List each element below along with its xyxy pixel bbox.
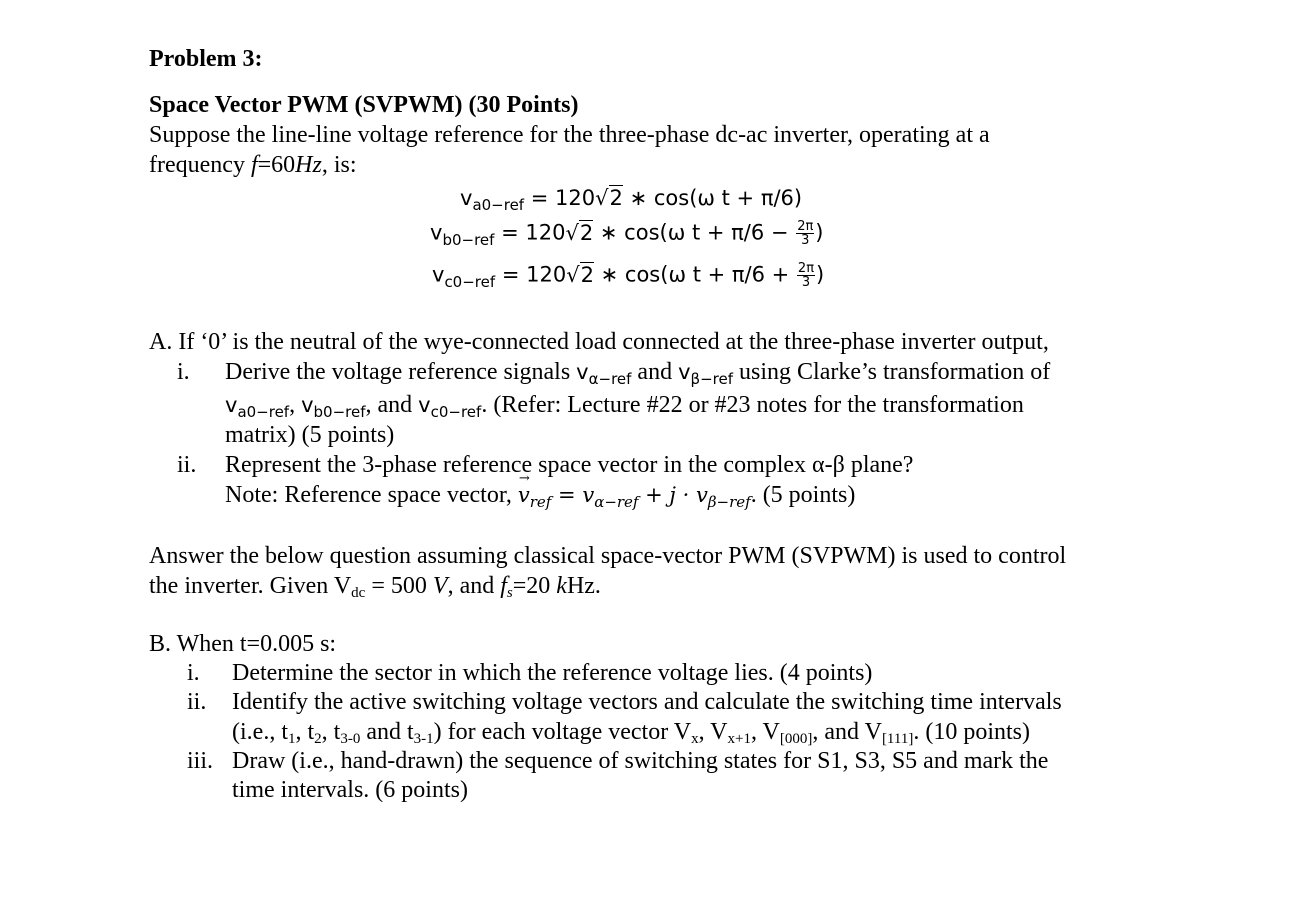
part-a-i-label: i. [177,359,190,385]
part-b-ii-line-2: (i.e., t1, t2, t3-0 and t3-1) for each voltage vector Vx, Vx+1, V[000], and V[111]. (10 points) [232,719,1030,747]
part-a-ii-line-1: Represent the 3-phase reference space vector in the complex α-β plane? [225,452,914,478]
part-b-iii-line-2: time intervals. (6 points) [232,777,468,803]
part-a-ii-line-2: Note: Reference space vector, → $v_{ref} = v_{\alpha-ref} + j \cdot v_{\beta-ref}$. (5 points) [225,482,855,509]
equation-va0: $v_{a0-ref} = 120√2$ ∗ cos(ω t + π/6) [460,186,803,214]
part-b-iii-line-1: Draw (i.e., hand-drawn) the sequence of switching states for S1, S3, S5 and mark the [232,748,1049,774]
equation-vb0: $v_{b0-ref} = 120√2$ ∗ cos(ω t + π/6 − $\frac{2\pi}{3}$ ) [430,219,824,249]
part-a-i-line-2: $v_{a0-ref}$, $v_{b0-ref}$, and $v_{c0-ref}$. (Refer: Lecture #22 or #23 notes for the transformation [225,392,1024,421]
problem-title: Space Vector PWM (SVPWM) (30 Points) [149,92,579,118]
given-line-1: Answer the below question assuming classical space-vector PWM (SVPWM) is used to control [149,543,1067,569]
part-b-i-text: Determine the sector in which the reference voltage lies. (4 points) [232,660,873,686]
part-a-i-line-3: matrix) (5 points) [225,422,395,448]
given-line-2: the inverter. Given Vdc = 500 V, and fs=20 kHz. [149,573,601,601]
part-b-iii-label: iii. [187,748,214,774]
intro-line-2: frequency f=60Hz, is: [149,152,357,178]
part-b-ii-label: ii. [187,689,207,715]
part-b-i-label: i. [187,660,200,686]
problem-heading: Problem 3: [149,46,263,72]
equation-vc0: $v_{c0-ref} = 120√2$ ∗ cos(ω t + π/6 + $\frac{2\pi}{3}$ ) [432,261,825,291]
part-a-i-line-1: Derive the voltage reference signals $v_{\alpha-ref}$ and $v_{\beta-ref}$ using Clarke’s transformation of [225,359,1051,388]
intro-line-1: Suppose the line-line voltage reference for the three-phase dc-ac inverter, operating at a [149,122,990,148]
part-b-intro: B. When t=0.005 s: [149,631,337,657]
part-a-ii-label: ii. [177,452,197,478]
part-b-ii-line-1: Identify the active switching voltage vectors and calculate the switching time intervals [232,689,1062,715]
part-a-intro: A. If ‘0’ is the neutral of the wye-connected load connected at the three-phase inverter output, [149,329,1049,355]
